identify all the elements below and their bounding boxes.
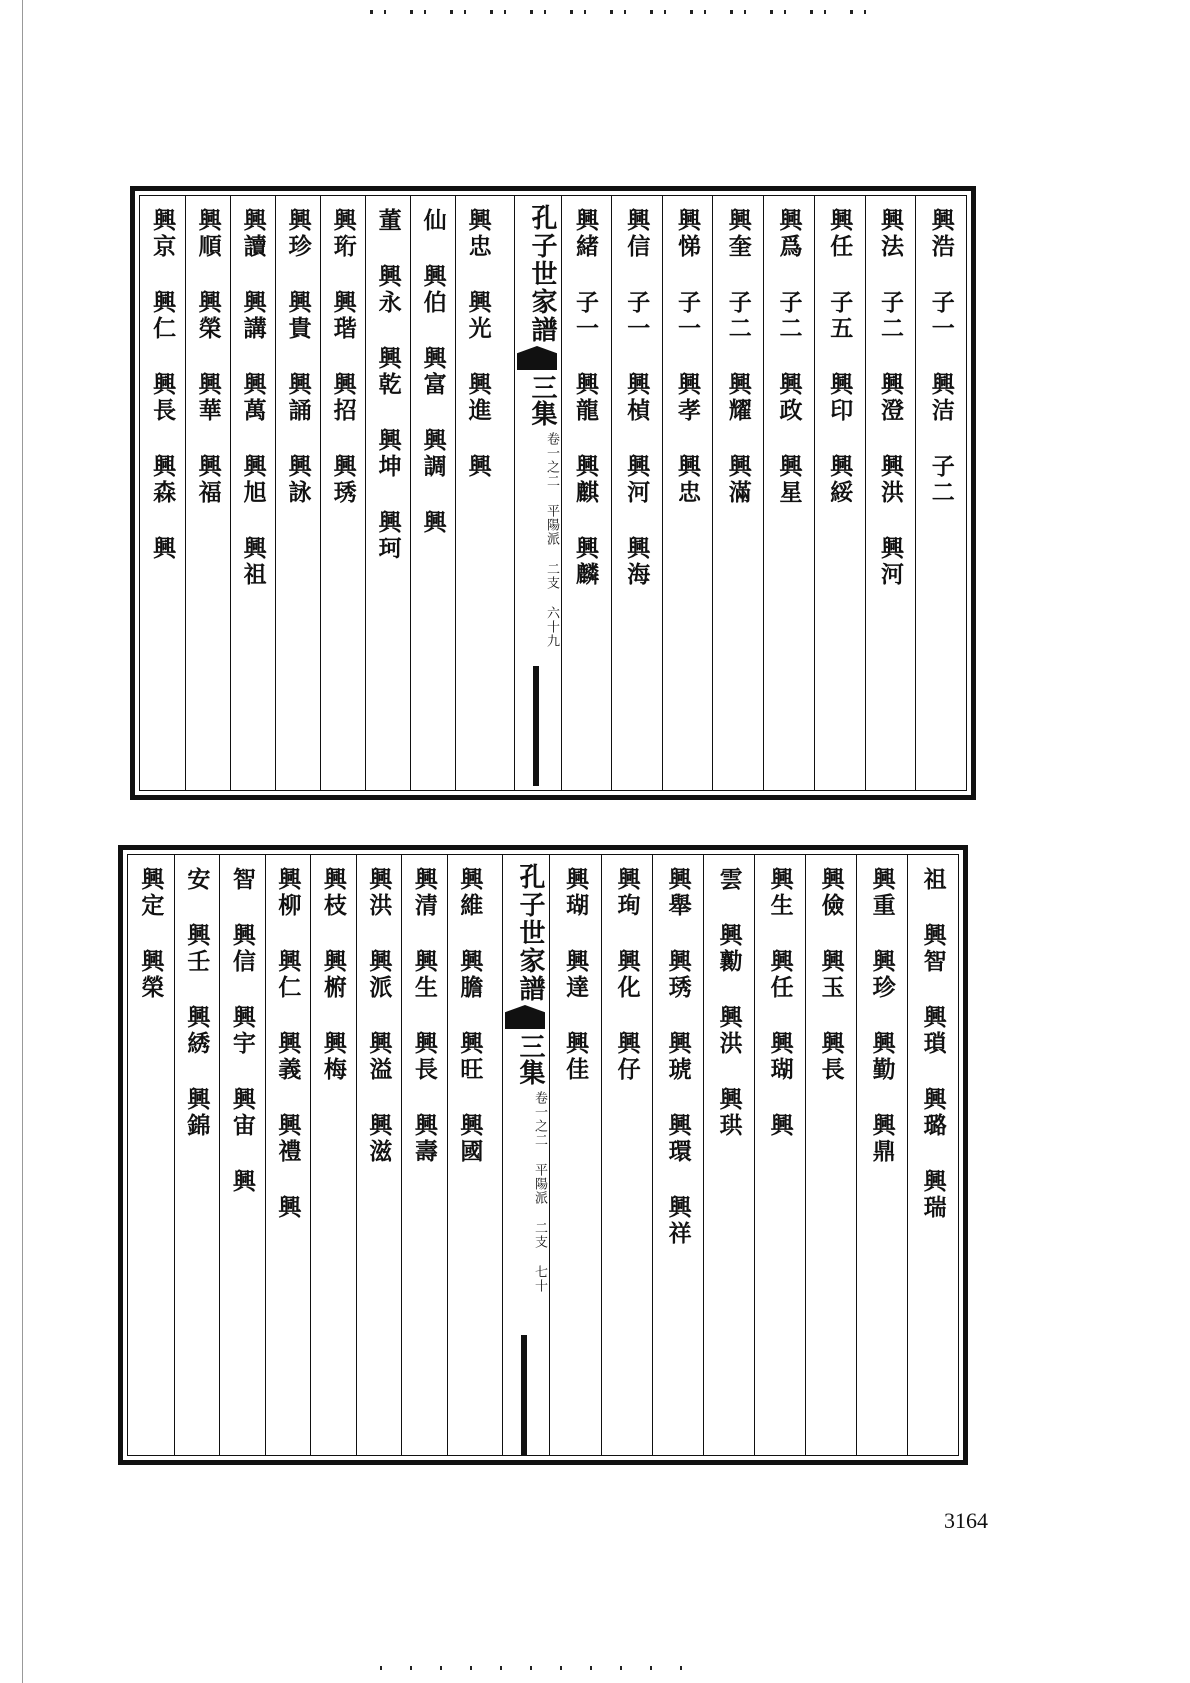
genealogy-column [219,855,265,1455]
scan-edge-line [22,0,23,1683]
genealogy-column [265,855,311,1455]
column-text: 興重 興珍 興勤 興鼎 [868,867,896,1165]
genealogy-column [712,196,763,790]
genealogy-column [754,855,805,1455]
column-text: 興枝 興椨 興梅 [319,867,347,1083]
scan-artifact-bottom [380,1666,700,1670]
genealogy-column [401,855,447,1455]
genealogy-column [601,855,652,1455]
column-text: 興法 子二 興澄 興洪 興河 [877,208,905,588]
column-text: 興信 子一 興楨 興河 興海 [623,208,651,588]
column-text: 智 興信 興宇 興宙 興 [228,867,256,1195]
genealogy-column [856,855,907,1455]
bottom-right-columns [548,855,958,1455]
column-text: 安 興壬 興綉 興錦 [183,867,211,1139]
top-inner-border [139,195,967,791]
bottom-center-margin [502,855,550,1455]
genealogy-column [174,855,220,1455]
column-text: 興爲 子二 興政 興星 [775,208,803,506]
genealogy-column [410,196,455,790]
margin-bar [521,1335,527,1455]
column-text: 興瑚 興達 興佳 [562,867,590,1083]
column-text: 祖 興智 興瑣 興璐 興瑞 [919,867,947,1221]
genealogy-column [275,196,320,790]
genealogy-column [310,855,356,1455]
column-text: 董 興永 興乾 興坤 興珂 [374,208,402,562]
margin-bar [533,666,539,786]
column-text: 興清 興生 興長 興壽 [410,867,438,1165]
top-genealogy-page [130,186,976,800]
genealogy-column [763,196,814,790]
genealogy-column [703,855,754,1455]
column-text: 興珩 興瑎 興招 興琇 [329,208,357,506]
genealogy-column [455,196,500,790]
column-text: 仙 興伯 興富 興調 興 [419,208,447,536]
chapter-label: 卷一之二 平陽派 二支 七十 [532,1091,547,1293]
column-text: 興維 興膽 興旺 興國 [456,867,484,1165]
genealogy-column [128,855,173,1455]
title-ornament [517,346,557,370]
column-text: 興順 興榮 興華 興福 [194,208,222,506]
bottom-genealogy-page [118,845,968,1465]
genealogy-column [140,196,185,790]
book-title: 孔子世家譜 [515,863,545,1003]
column-text: 興奎 子二 興耀 興滿 [724,208,752,506]
column-text: 興珣 興化 興仔 [613,867,641,1083]
chapter-label: 卷一之二 平陽派 二支 六十九 [544,432,559,648]
genealogy-column [356,855,402,1455]
volume-label: 三集 [527,374,557,426]
genealogy-column [865,196,916,790]
title-ornament [505,1005,545,1029]
column-text: 興悌 子一 興孝 興忠 [674,208,702,506]
genealogy-column [814,196,865,790]
genealogy-column [365,196,410,790]
column-text: 興儉 興玉 興長 [817,867,845,1083]
page-number: 3164 [944,1508,988,1533]
column-text: 興浩 子一 興洁 子二 [927,208,955,506]
volume-label: 三集 [515,1033,545,1085]
column-text: 興忠 興光 興進 興 [464,208,492,480]
genealogy-column [560,196,611,790]
bottom-left-columns [128,855,492,1455]
column-text: 興京 興仁 興長 興森 興 [149,208,177,562]
genealogy-column [805,855,856,1455]
top-left-columns [140,196,500,790]
column-text: 興珍 興貴 興誦 興詠 [284,208,312,506]
column-text: 興定 興榮 [137,867,165,1001]
genealogy-column [447,855,493,1455]
column-text: 興生 興任 興瑚 興 [766,867,794,1139]
genealogy-column [550,855,601,1455]
column-text: 興洪 興派 興溢 興滋 [365,867,393,1165]
book-title: 孔子世家譜 [527,204,557,344]
column-text: 興緒 子一 興龍 興麒 興麟 [572,208,600,588]
scan-artifact-top [370,10,870,14]
genealogy-column [915,196,966,790]
column-text: 興舉 興琇 興琥 興環 興祥 [664,867,692,1247]
genealogy-column [652,855,703,1455]
genealogy-column [185,196,230,790]
genealogy-column [907,855,958,1455]
bottom-inner-border [127,854,959,1456]
column-text: 興讀 興講 興萬 興旭 興祖 [239,208,267,588]
genealogy-column [662,196,713,790]
genealogy-column [230,196,275,790]
top-right-columns [560,196,966,790]
column-text: 興任 子五 興印 興綏 [826,208,854,506]
genealogy-column [320,196,365,790]
genealogy-column [611,196,662,790]
column-text: 興柳 興仁 興義 興禮 興 [274,867,302,1221]
column-text: 雲 興勷 興洪 興珙 [715,867,743,1139]
top-center-margin [514,196,562,790]
